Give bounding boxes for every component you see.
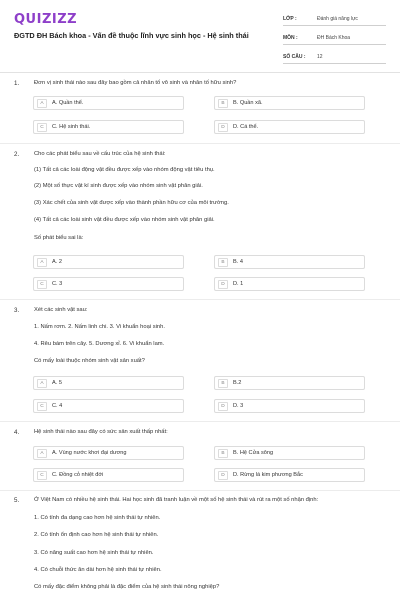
- document-title: ĐGTD ĐH Bách khoa - Vấn đề thuộc lĩnh vực sinh học - Hệ sinh thái: [14, 31, 249, 40]
- question-number: 1.: [14, 80, 20, 87]
- option-c[interactable]: [33, 277, 184, 291]
- question-text: 1. Nấm rơm. 2. Nấm linh chi. 3. Vi khuẩn hoại sinh.: [34, 324, 165, 330]
- meta-value: ĐH Bách Khoa: [317, 34, 351, 41]
- option-text: D. Cá thể.: [233, 124, 259, 130]
- question-text: (1) Tất cả các loài động vật đều được xếp vào nhóm động vật tiêu thụ.: [34, 167, 215, 173]
- question-text: (4) Tất cả các loài sinh vật đều được xếp vào nhóm sinh vật phân giải.: [34, 217, 215, 223]
- question-text: (3) Xác chết của sinh vật được xếp vào thành phần hữu cơ của môi trường.: [34, 200, 229, 206]
- question-text: Hệ sinh thái nào sau đây có sức sản xuất thấp nhất:: [34, 429, 168, 435]
- option-text: A. Vùng nước khơi đại dương: [52, 450, 127, 456]
- question-number: 3.: [14, 307, 20, 314]
- question-number: 2.: [14, 151, 20, 158]
- option-text: B. 4: [233, 259, 243, 265]
- option-b[interactable]: [214, 446, 365, 460]
- meta-row-subject: [283, 31, 386, 45]
- question-text: (2) Một số thực vật kí sinh được xếp vào nhóm sinh vật phân giải.: [34, 183, 203, 189]
- option-letter: D: [218, 123, 228, 132]
- option-text: A. Quần thể.: [52, 100, 84, 106]
- option-letter: A: [37, 449, 47, 458]
- quizizz-logo: QUIZIZZ: [14, 12, 78, 27]
- header-divider: [0, 72, 400, 73]
- option-letter: C: [37, 123, 47, 132]
- option-text: A. 2: [52, 259, 62, 265]
- option-b[interactable]: [214, 96, 365, 110]
- question-text: 4. Rêu bám trên cây. 5. Dương xỉ. 6. Vi khuẩn lam.: [34, 341, 165, 347]
- option-letter: D: [218, 280, 228, 289]
- option-c[interactable]: [33, 399, 184, 413]
- option-text: D. 3: [233, 403, 244, 409]
- question-divider: [0, 421, 400, 422]
- option-letter: C: [37, 471, 47, 480]
- option-text: D. Rừng lá kim phương Bắc: [233, 472, 303, 478]
- option-b[interactable]: [214, 255, 365, 269]
- option-text: B.2: [233, 380, 242, 386]
- option-letter: D: [218, 471, 228, 480]
- option-letter: B: [218, 449, 228, 458]
- option-letter: C: [37, 402, 47, 411]
- question-text: 2. Có tính ổn định cao hơn hệ sinh thái tự nhiên.: [34, 532, 159, 538]
- meta-label: LỚP :: [283, 15, 297, 22]
- option-letter: B: [218, 258, 228, 267]
- meta-row-count: [283, 50, 386, 64]
- option-text: A. 5: [52, 380, 62, 386]
- meta-value: Đánh giá năng lực: [317, 15, 358, 22]
- option-d[interactable]: [214, 399, 365, 413]
- question-text: 3. Có năng suất cao hơn hệ sinh thái tự nhiên.: [34, 550, 154, 556]
- question-text: Xét các sinh vật sau:: [34, 307, 88, 313]
- meta-label: MÔN :: [283, 34, 298, 41]
- option-d[interactable]: [214, 120, 365, 134]
- option-text: C. 3: [52, 281, 63, 287]
- question-text: 4. Có chuỗi thức ăn dài hơn hệ sinh thái tự nhiên.: [34, 567, 162, 573]
- question-text: Ở Việt Nam có nhiều hệ sinh thái. Hai học sinh đã tranh luận về một số hệ sinh thái và rút ra một số nhận định:: [34, 497, 319, 503]
- option-letter: A: [37, 258, 47, 267]
- question-number: 4.: [14, 429, 20, 436]
- option-a[interactable]: [33, 446, 184, 460]
- option-text: B. Hệ Cửa sông: [233, 450, 274, 456]
- option-text: C. Đồng cỏ nhiệt đới: [52, 472, 104, 478]
- option-b[interactable]: [214, 376, 365, 390]
- option-letter: A: [37, 99, 47, 108]
- question-text: Số phát biểu sai là:: [34, 235, 84, 241]
- option-text: C. Hệ sinh thái.: [52, 124, 91, 130]
- option-text: C. 4: [52, 403, 63, 409]
- meta-label: SỐ CÂU :: [283, 53, 306, 60]
- question-text: Cho các phát biểu sau về cấu trúc của hệ sinh thái:: [34, 151, 166, 157]
- question-divider: [0, 490, 400, 491]
- option-a[interactable]: [33, 96, 184, 110]
- question-number: 5.: [14, 497, 20, 504]
- option-letter: B: [218, 99, 228, 108]
- question-divider: [0, 299, 400, 300]
- option-d[interactable]: [214, 468, 365, 482]
- question-text: Có mấy loài thuộc nhóm sinh vật sản xuất?: [34, 358, 145, 364]
- option-text: D. 1: [233, 281, 244, 287]
- option-text: B. Quần xã.: [233, 100, 263, 106]
- option-a[interactable]: [33, 376, 184, 390]
- option-letter: C: [37, 280, 47, 289]
- meta-row-class: [283, 12, 386, 26]
- option-letter: D: [218, 402, 228, 411]
- option-a[interactable]: [33, 255, 184, 269]
- option-c[interactable]: [33, 468, 184, 482]
- meta-box: [283, 12, 386, 64]
- question-text: Đơn vị sinh thái nào sau đây bao gồm cả nhân tố vô sinh và nhân tố hữu sinh?: [34, 80, 237, 86]
- option-letter: A: [37, 379, 47, 388]
- question-divider: [0, 143, 400, 144]
- question-text: 1. Có tính đa dạng cao hơn hệ sinh thái tự nhiên.: [34, 515, 161, 521]
- option-d[interactable]: [214, 277, 365, 291]
- option-c[interactable]: [33, 120, 184, 134]
- meta-value: 12: [317, 53, 323, 60]
- question-text: Có mấy đặc điểm không phải là đặc điểm của hệ sinh thái nông nghiệp?: [34, 584, 220, 590]
- option-letter: B: [218, 379, 228, 388]
